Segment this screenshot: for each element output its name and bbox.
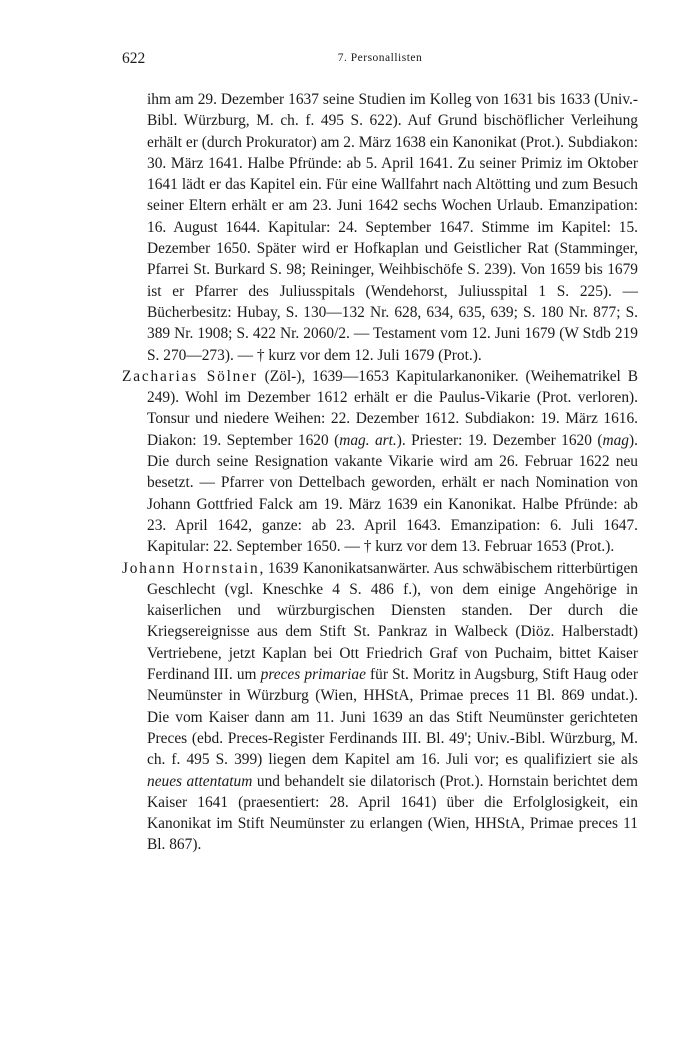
- entry-text: ihm am 29. Dezember 1637 seine Studien im Kolleg von 1631 bis 1633 (Univ.-Bibl. Würzburg, M. ch. f. 495 S. 622). Auf Grund bischöflicher Verleihung erhält er (durch Prokurator) am 2. März 1638 ein Kanonikat (Prot.). Subdiakon: 30. März 1641. Halbe Pfründe: ab 5. April 1641. Zu seiner Primiz im Oktober 1641 lädt er das Kapitel ein. Für eine Wallfahrt nach Altötting und zum Besuch seiner Eltern erhält er am 23. Juni 1642 sechs Wochen Urlaub. Emanzipation: 16. August 1644. Kapitular: 24. September 1647. Stimme im Kapitel: 15. Dezember 1650. Später wird er Hofkaplan und Geistlicher Rat (Stamminger, Pfarrei St. Burkard S. 98; Reininger, Weihbischöfe S. 239). Von 1659 bis 1679 ist er Pfarrer des Juliusspitals (Wendehorst, Juliusspital 1 S. 225). — Bücherbesitz: Hubay, S. 130—132 Nr. 628, 634, 635, 639; S. 180 Nr. 877; S. 389 Nr. 1908; S. 422 Nr. 2060/2. — Testament vom 12. Juni 1679 (W Stdb 219 S. 270—273). — † kurz vor dem 12. Juli 1679 (Prot.).: [147, 91, 638, 364]
- person-name: Zacharias Sölner: [122, 367, 258, 385]
- running-head: [122, 50, 638, 72]
- italic-term: preces primariae: [260, 666, 366, 684]
- entry-text: und behandelt sie dilatorisch (Prot.). Hornstain berichtet dem Kaiser 1641 (praesentiert: 28. April 1641) über die Erfolglosigkeit, ein Kanonikat im Stift Neumünster zu erlangen (Wien, HHStA, Primae preces 11 Bl. 867).: [147, 772, 638, 854]
- entry-text: ). Die durch seine Resignation vakante Vikarie wird am 26. Februar 1622 neu besetzt. — Pfarrer von Dettelbach geworden, erhält er nach Nomination von Johann Gottfried Falck am 19. März 1639 ein Kanonikat. Halbe Pfründe: ab 23. April 1642, ganze: ab 23. April 1643. Emanzipation: 6. Juli 1647. Kapitular: 22. September 1650. — † kurz vor dem 13. Februar 1653 (Prot.).: [147, 431, 638, 556]
- italic-term: mag. art.: [339, 431, 397, 449]
- chapter-title: 7. Personallisten: [337, 52, 423, 64]
- entry-text: für St. Moritz in Augsburg, Stift Haug oder Neumünster in Würzburg (Wien, HHStA, Primae preces 11 Bl. 869 undat.). Die vom Kaiser dann am 11. Juni 1639 an das Stift Neumünster gerichteten Preces (ebd. Preces-Register Ferdinands III. Bl. 49'; Univ.-Bibl. Würzburg, M. ch. f. 495 S. 399) liegen dem Kapitel am 16. Juli vor; es qualifiziert sie als: [147, 666, 638, 769]
- entry-text: ). Priester: 19. Dezember 1620 (: [396, 431, 603, 449]
- person-entry: [122, 366, 638, 558]
- person-name: Johann Hornstain: [122, 559, 260, 577]
- entry-text: (Zöl-), 1639—1653 Kapitularkanoniker. (Weihematrikel B 249). Wohl im Dezember 1612 erhält er die Paulus-Vikarie (Prot. verloren). Tonsur und niedere Weihen: 22. Dezember 1612. Subdiakon: 19. März 1616. Diakon: 19. September 1620 (: [147, 367, 638, 449]
- entry-continuation: [122, 89, 638, 366]
- italic-term: mag: [602, 431, 630, 449]
- person-entry: [122, 558, 638, 856]
- page-body: [122, 89, 638, 856]
- italic-term: neues attentatum: [147, 772, 253, 790]
- page-number: 622: [122, 50, 146, 67]
- entry-text: , 1639 Kanonikatsanwärter. Aus schwäbischem ritterbürtigen Geschlecht (vgl. Kneschke 4 S. 486 f.), von dem einige Angehörige in kaiserlichen und würzburgischen Diensten standen. Der durch die Kriegsereignisse aus dem Stift St. Pankraz in Walbeck (Diöz. Halberstadt) Vertriebene, jetzt Kaplan bei Ott Friedrich Graf von Puchaim, bittet Kaiser Ferdinand III. um: [147, 559, 638, 684]
